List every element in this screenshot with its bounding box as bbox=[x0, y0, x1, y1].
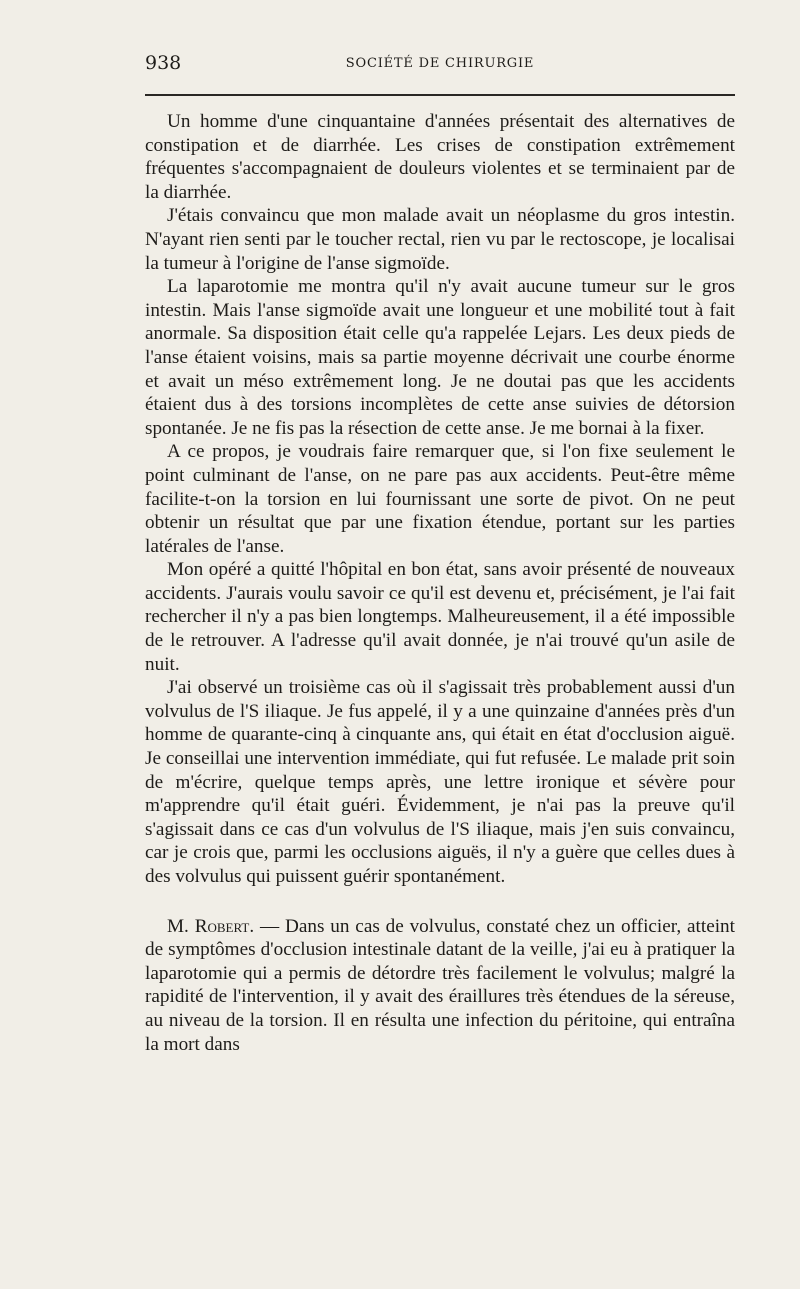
paragraph: La laparotomie me montra qu'il n'y avait aucune tumeur sur le gros intestin. Mais l'anse sigmoïde avait une longueur et une mobilité tout à fait anormale. Sa disposition était celle qu'a rappelée Lejars. Les deux pieds de l'anse étaient voisins, mais sa partie moyenne décrivait une courbe énorme et avait un méso extrêmement long. Je ne doutai pas que les accidents étaient dus à des torsions incomplètes de cette anse suivies de détorsion spontanée. Je ne fis pas la résection de cette anse. Je me bornai à la fixer. bbox=[145, 276, 735, 439]
speaker-text: — Dans un cas de volvulus, constaté chez un officier, atteint de symptômes d'occlusion intestinale datant de la veille, j'ai eu à pratiquer la laparotomie qui a permis de détordre très facilement le volvulus; malgré la rapidité de l'intervention, il y avait des éraillures très étendues de la séreuse, au niveau de la torsion. Il en résulta une infection du péritoine, qui entraîna la mort dans bbox=[145, 915, 735, 1055]
page-number: 938 bbox=[145, 52, 182, 74]
paragraph: Mon opéré a quitté l'hôpital en bon état, sans avoir présenté de nouveaux accidents. J'aurais voulu savoir ce qu'il est devenu et, précisément, je l'ai fait rechercher il n'y a pas bien longtemps. Malheureusement, il a été impossible de le retrouver. A l'adresse qu'il avait donnée, je n'ai trouvé qu'un asile de nuit. bbox=[145, 559, 735, 675]
paragraph: J'étais convaincu que mon malade avait un néoplasme du gros intestin. N'ayant rien senti par le toucher rectal, rien vu par le rectoscope, je localisai la tumeur à l'origine de l'anse sigmoïde. bbox=[145, 205, 735, 274]
page-header bbox=[145, 52, 735, 82]
paragraph: Un homme d'une cinquantaine d'années présentait des alternatives de constipation et de diarrhée. Les crises de constipation extrêmement fréquentes s'accompagnaient de douleurs violentes et se terminaient par de la diarrhée. bbox=[145, 111, 735, 203]
running-title: SOCIÉTÉ DE CHIRURGIE bbox=[345, 56, 535, 71]
speaker-name: M. Robert. bbox=[167, 915, 255, 937]
speaker-paragraph bbox=[145, 915, 735, 1057]
body-text bbox=[145, 110, 735, 1056]
header-rule bbox=[145, 94, 735, 96]
paragraph: J'ai observé un troisième cas où il s'agissait très probablement aussi d'un volvulus de l'S iliaque. Je fus appelé, il y a une quinzaine d'années près d'un homme de quarante-cinq à cinquante ans, qui était en état d'occlusion aiguë. Je conseillai une intervention immédiate, qui fut refusée. Le malade prit soin de m'écrire, quelque temps après, une lettre ironique et sévère pour m'apprendre qu'il était guéri. Évidemment, je n'ai pas la preuve qu'il s'agissait dans ce cas d'un volvulus de l'S iliaque, mais j'en suis convaincu, car je crois que, parmi les occlusions aiguës, il n'y a guère que celles dues à des volvulus qui puissent guérir spontanément. bbox=[145, 677, 735, 887]
paragraph: A ce propos, je voudrais faire remarquer que, si l'on fixe seulement le point culminant de l'anse, on ne pare pas aux accidents. Peut-être même facilite-t-on la torsion en lui fournissant une sorte de pivot. On ne peut obtenir un résultat que par une fixation étendue, portant sur les parties latérales de l'anse. bbox=[145, 441, 735, 557]
